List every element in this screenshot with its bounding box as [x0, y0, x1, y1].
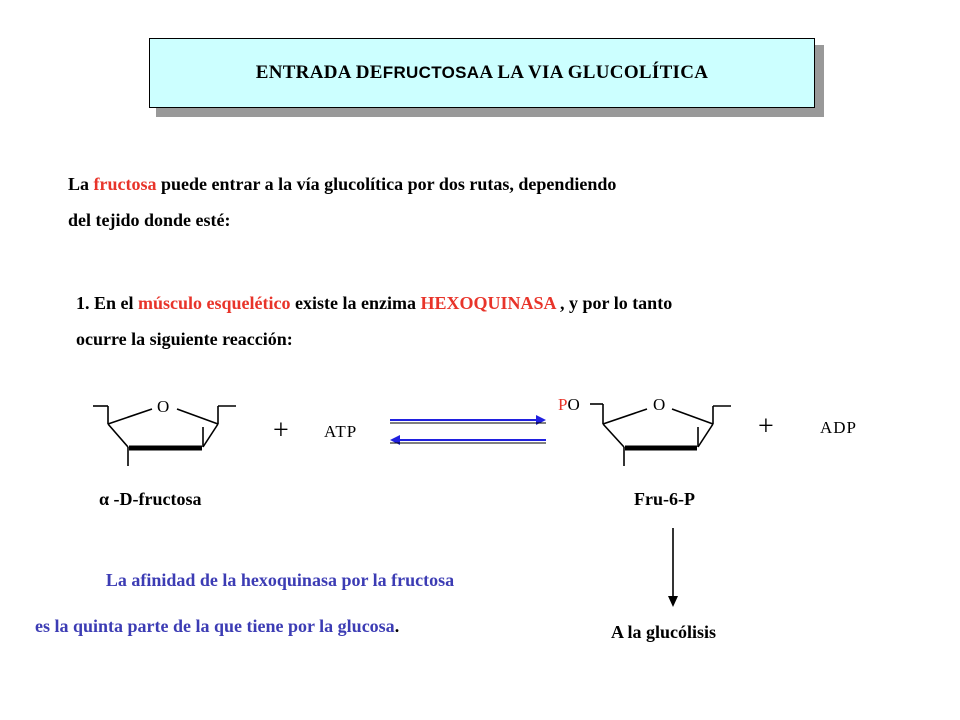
reverse-arrow — [390, 435, 546, 445]
title-part-3: A LA VIA GLUCOLÍTICA — [479, 62, 709, 83]
plus-sign-1: + — [273, 415, 289, 446]
forward-arrow — [390, 415, 546, 425]
title-part-1: ENTRADA DE — [255, 62, 383, 83]
substrate-name: -D-fructosa — [109, 489, 202, 509]
fructose-ring-oxygen: O — [157, 397, 170, 416]
note-line-2-text: es la quinta parte de la que tiene por la glucosa — [35, 616, 395, 636]
phosphate-p: P — [558, 395, 568, 414]
note-line-2 — [35, 616, 399, 637]
phosphate-group — [558, 395, 580, 415]
phosphate-o: O — [567, 395, 580, 414]
point-1-enzyme: HEXOQUINASA — [420, 293, 556, 313]
substrate-label — [99, 489, 202, 510]
alpha-symbol: α — [99, 489, 110, 509]
plus-sign-2: + — [758, 411, 774, 442]
note-line-2-period: . — [394, 616, 400, 636]
note-line-1: La afinidad de la hexoquinasa por la fructosa — [105, 570, 455, 590]
adp-label: ADP — [820, 418, 858, 437]
fru6p-ring-oxygen: O — [653, 395, 666, 414]
point-1-line-2: ocurre la siguiente reacción: — [76, 329, 293, 349]
intro-fructosa: fructosa — [93, 174, 157, 194]
point-1-text-3: existe la enzima — [290, 293, 421, 313]
intro-line-2: del tejido donde esté: — [68, 210, 231, 230]
intro-text-3: puede entrar a la vía glucolítica por dos rutas, dependiendo — [156, 174, 617, 194]
intro-text-1: La — [68, 174, 94, 194]
point-1-text-5: , y por lo tanto — [555, 293, 673, 313]
point-1-text-1: 1. En el — [76, 293, 139, 313]
down-arrow — [668, 528, 678, 607]
title-part-2: FRUCTOSA — [382, 63, 480, 82]
atp-label: ATP — [324, 422, 358, 441]
glycolysis-label: A la glucólisis — [611, 622, 717, 642]
point-1-muscle: músculo esquelético — [138, 293, 291, 313]
product-label: Fru-6-P — [634, 489, 695, 509]
